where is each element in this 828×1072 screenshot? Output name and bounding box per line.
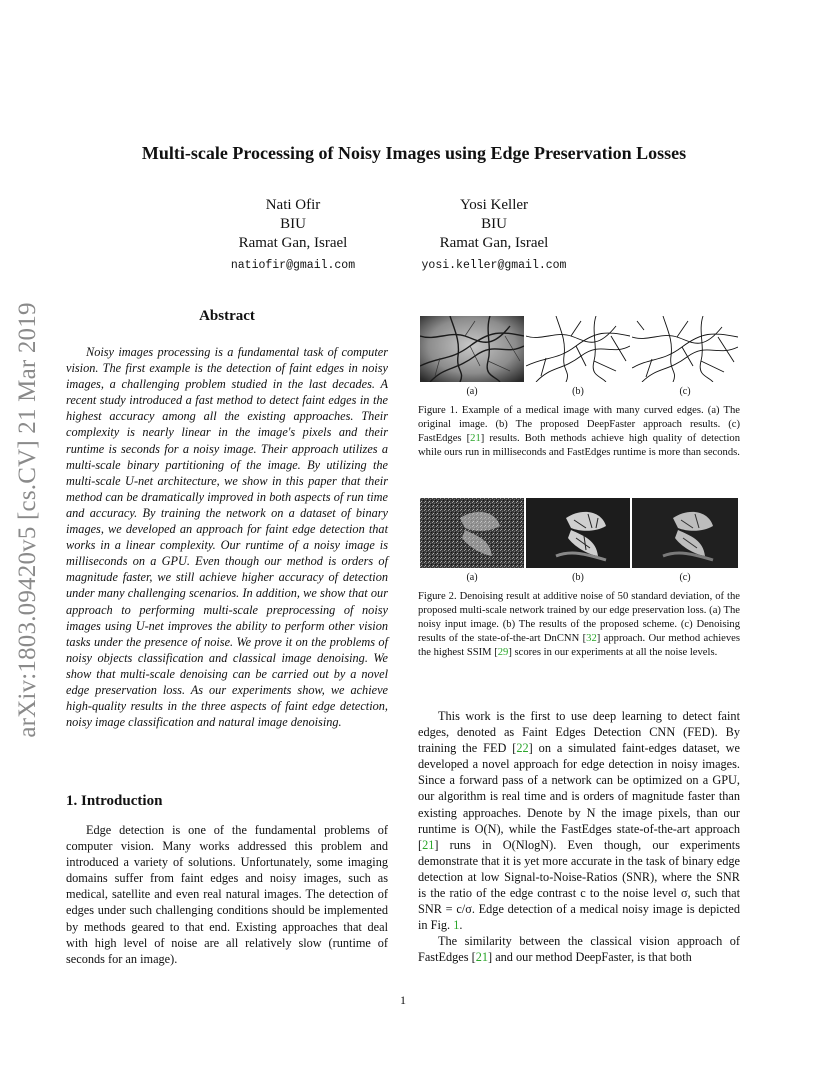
figure-2a-image bbox=[420, 498, 524, 568]
figure-2c-image bbox=[632, 498, 738, 568]
citation-link[interactable]: 32 bbox=[586, 633, 597, 644]
figure-1b-image bbox=[526, 316, 630, 382]
figure-2 bbox=[418, 498, 740, 660]
figure-1 bbox=[418, 316, 740, 460]
figure-2-caption: Figure 2. Denoising result at additive noise of 50 standard deviation, of the proposed multi-scale network trained by our edge preservation loss. (a) The noisy input image. (b) The results of the proposed scheme. (c) Denoising results of the state-of-the-art DnCNN [32] approach. Our method achieves the highest SSIM [29] scores in our experiments at all the noise levels. bbox=[418, 591, 740, 658]
figure-2b-image bbox=[526, 498, 630, 568]
author-affiliation: BIU bbox=[280, 216, 306, 232]
author-name: Nati Ofir bbox=[265, 197, 321, 213]
arxiv-stamp-text: arXiv:1803.09420v5 [cs.CV] 21 Mar 2019 bbox=[14, 302, 41, 738]
author-affiliation: BIU bbox=[481, 216, 507, 232]
abstract-body: Noisy images processing is a fundamental task of computer vision. The first example is the detection of faint edges in noisy images, a challenging problem studied in the last decades. A recent study introduced a fast method to detect faint edges in the highest accuracy among all the existing approaches. Their complexity is nearly linear in the image's pixels and their runtime is seconds for a noisy image. Their approach utilizes a multi-scale binary partitioning of the image. By utilizing the multi-scale U-net architecture, we show in this paper that their method can be dramatically improved in both aspects of run time and accuracy. By training the network on a dataset of binary images, we developed an approach for faint edge detection that works in a linear complexity. Our runtime of a noisy image is milliseconds on a GPU. Even though our method is orders of magnitude faster, we still achieve higher accuracy of detection under many challenging scenarios. In addition, we show that our approach to performing multi-scale preprocessing of noisy images using U-net improves the ability to perform other vision tasks under the presence of noise. We prove it on the problems of noisy objects classification and classical image denoising. We show that multi-scale denoising can be carried out by a novel edge preservation loss. As our experiments show, we achieve high-quality results in the three aspects of faint edge detection, noisy image classification and natural image denoising. bbox=[66, 345, 388, 730]
author-email[interactable]: yosi.keller@gmail.com bbox=[421, 259, 567, 272]
figure-2b-label: (b) bbox=[572, 572, 584, 583]
citation-link[interactable]: 22 bbox=[516, 741, 529, 756]
author-location: Ramat Gan, Israel bbox=[439, 235, 549, 251]
introduction-heading: 1. Introduction bbox=[66, 793, 163, 809]
figure-1c-image bbox=[632, 316, 738, 382]
citation-link[interactable]: 21 bbox=[470, 433, 481, 444]
figure-1c-label: (c) bbox=[679, 386, 691, 397]
author-name: Yosi Keller bbox=[459, 197, 529, 213]
figure-2c-label: (c) bbox=[679, 572, 691, 583]
figure-1-caption: Figure 1. Example of a medical image with many curved edges. (a) The original image. (b) The proposed DeepFaster approach results. (c) FastEdges [21] results. Both methods achieve high quality of detection while ours run in milliseconds and FastEdges runtime is more than seconds. bbox=[418, 405, 741, 458]
citation-link[interactable]: 29 bbox=[497, 647, 509, 658]
figure-1b-label: (b) bbox=[572, 386, 584, 397]
figure-2a-label: (a) bbox=[466, 572, 478, 583]
figure-1a-image bbox=[420, 316, 524, 382]
introduction-body: Edge detection is one of the fundamental problems of computer vision. Many works addressed this problem and introduced a variety of solutions. Unfortunately, some imaging domains suffer from faint edges and noisy images, such as medical, satellite and even real natural images. The detection of edges under such challenging conditions should be implemented by methods geared to that end. Existing approaches that deal with high level of noise are all relatively slow (runtime of seconds for an image). bbox=[66, 823, 388, 966]
figure-1a-label: (a) bbox=[466, 386, 478, 397]
author-1 bbox=[218, 196, 368, 275]
citation-link[interactable]: 21 bbox=[422, 837, 435, 852]
paragraph: This work is the first to use deep learning to detect faint edges, denoted as Faint Edges Detection CNN (FED). By training the FED [22] on a simulated faint-edges dataset, we developed a novel approach for edge detection in noisy images. Since a forward pass of a network can be optimized on a GPU, our algorithm is real time and is orders of magnitude faster than existing approaches. Denote by N the image pixels, than our runtime is O(N), while the FastEdges state-of-the-art approach [21] runs in O(NlogN). Even though, our experiments demonstrate that it is yet more accurate in the task of binary edge detection at low Signal-to-Noise-Ratios (SNR), where the SNR is the ratio of the edge contrast c to the noise level σ, such that SNR = c/σ. Edge detection of a medical noisy image is depicted in Fig. 1. bbox=[418, 709, 740, 933]
author-2 bbox=[418, 196, 570, 275]
abstract-heading: Abstract bbox=[199, 308, 255, 324]
arxiv-stamp bbox=[8, 280, 48, 760]
author-location: Ramat Gan, Israel bbox=[238, 235, 348, 251]
page-number: 1 bbox=[400, 993, 406, 1007]
author-email[interactable]: natiofir@gmail.com bbox=[230, 259, 356, 272]
paper-title: Multi-scale Processing of Noisy Images using Edge Preservation Losses bbox=[141, 143, 687, 163]
paragraph: The similarity between the classical vision approach of FastEdges [21] and our method DeepFaster, is that both bbox=[418, 934, 740, 965]
citation-link[interactable]: 21 bbox=[475, 950, 489, 965]
figure-reference-link[interactable]: 1 bbox=[453, 918, 460, 933]
right-column-body bbox=[418, 708, 740, 966]
